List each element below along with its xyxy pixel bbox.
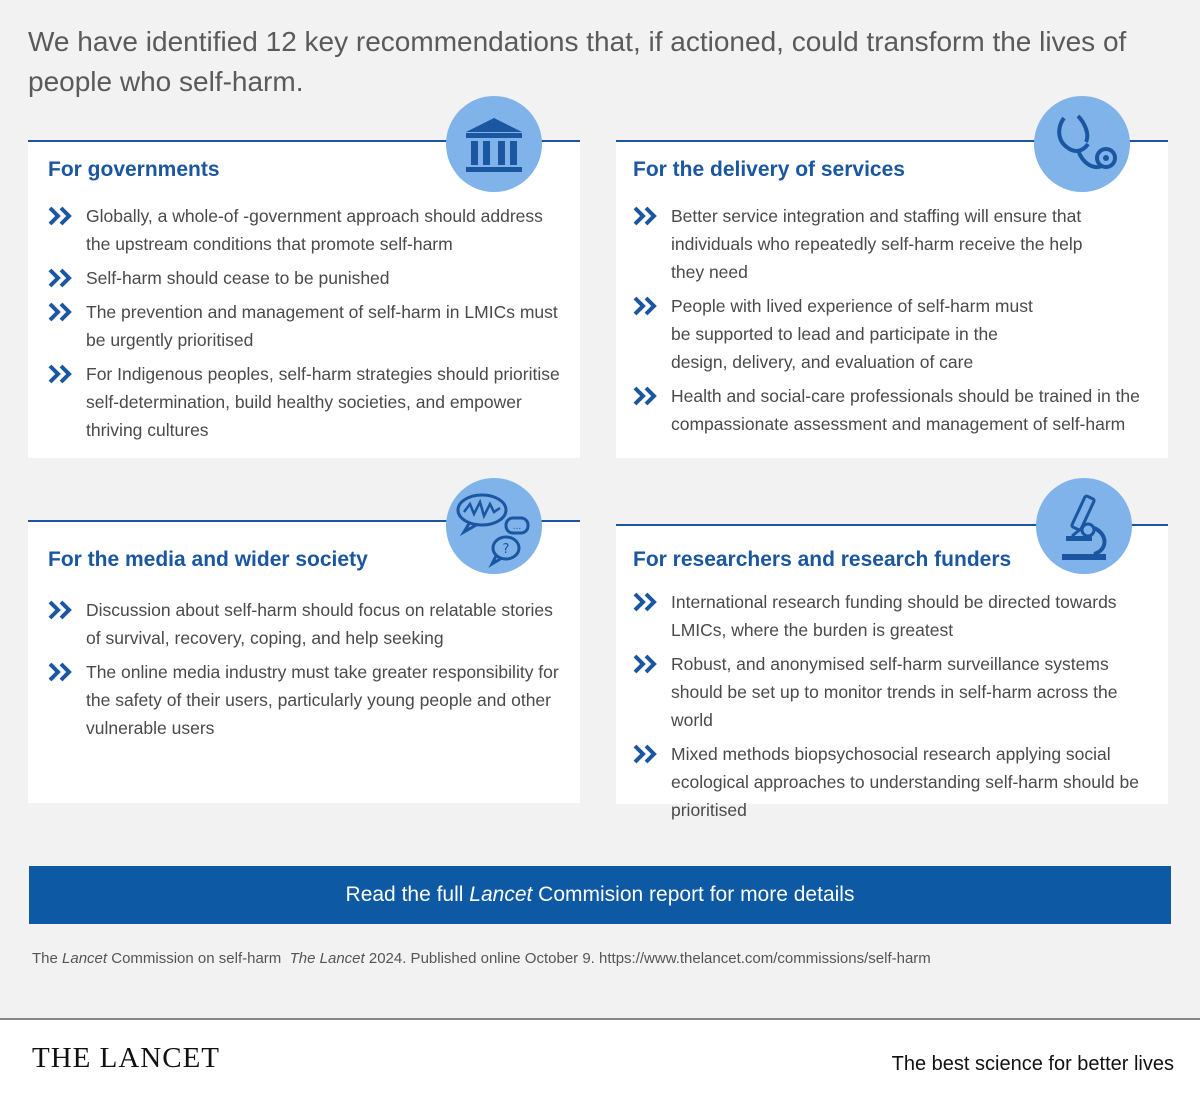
double-chevron-icon [48,662,76,682]
recommendation-list [633,588,1164,830]
double-chevron-icon [48,364,76,384]
double-chevron-icon [633,296,661,316]
headline: We have identified 12 key recommendations that, if actioned, could transform the lives of people who self-harm. [28,26,1127,97]
recommendation-list [48,596,570,748]
list-item: The online media industry must take greater responsibility for the safety of their users, particularly young people and other vulnerable users [48,658,570,742]
list-item: The prevention and management of self-harm in LMICs must be urgently prioritised [48,298,570,354]
list-item: Health and social-care professionals should be trained in the compassionate assessment and management of self-harm [633,382,1148,438]
stethoscope-icon [1034,96,1130,192]
card-title: For the media and wider society [48,548,368,571]
list-item: International research funding should be directed towards LMICs, where the burden is greatest [633,588,1164,644]
svg-text:...: ... [512,522,522,532]
citation: The Lancet Commission on self-harm The Lancet 2024. Published online October 9. https://www.thelancet.com/commissions/self-harm [32,950,931,967]
microscope-icon [1036,478,1132,574]
double-chevron-icon [633,386,661,406]
card-title: For researchers and research funders [633,548,1012,571]
card-title: For governments [48,158,220,181]
speech-bubbles-icon [446,478,542,574]
list-item: Mixed methods biopsychosocial research applying social ecological approaches to understanding self-harm should be prioritised [633,740,1164,824]
list-item: Self-harm should cease to be punished [48,264,570,292]
card-title: For the delivery of services [633,158,905,181]
cta-prefix: Read the full [345,883,470,906]
recommendation-list [633,202,1148,444]
list-item: Better service integration and staffing will ensure that individuals who repeatedly self-harm receive the help they need [633,202,1148,286]
svg-text:?: ? [502,542,510,557]
list-item: For Indigenous peoples, self-harm strategies should prioritise self-determination, build healthy societies, and empower thriving cultures [48,360,570,444]
lancet-logo: THE LANCET [32,1042,220,1074]
double-chevron-icon [48,600,76,620]
double-chevron-icon [48,302,76,322]
cta-italic: Lancet [469,883,533,906]
list-item: Globally, a whole-of -government approach should address the upstream conditions that promote self-harm [48,202,570,258]
list-item: Discussion about self-harm should focus on relatable stories of survival, recovery, coping, and help seeking [48,596,570,652]
cta-suffix: Commision report for more details [532,883,855,906]
double-chevron-icon [633,654,661,674]
list-item: People with lived experience of self-harm must be supported to lead and participate in the design, delivery, and evaluation of care [633,292,1148,376]
list-item: Robust, and anonymised self-harm surveillance systems should be set up to monitor trends in self-harm across the world [633,650,1164,734]
recommendation-list [48,202,570,450]
footer [0,1018,1200,1097]
double-chevron-icon [633,592,661,612]
double-chevron-icon [633,206,661,226]
read-full-report-banner[interactable] [29,866,1171,924]
tagline: The best science for better lives [891,1053,1174,1075]
double-chevron-icon [48,268,76,288]
double-chevron-icon [48,206,76,226]
double-chevron-icon [633,744,661,764]
government-building-icon [446,96,542,192]
